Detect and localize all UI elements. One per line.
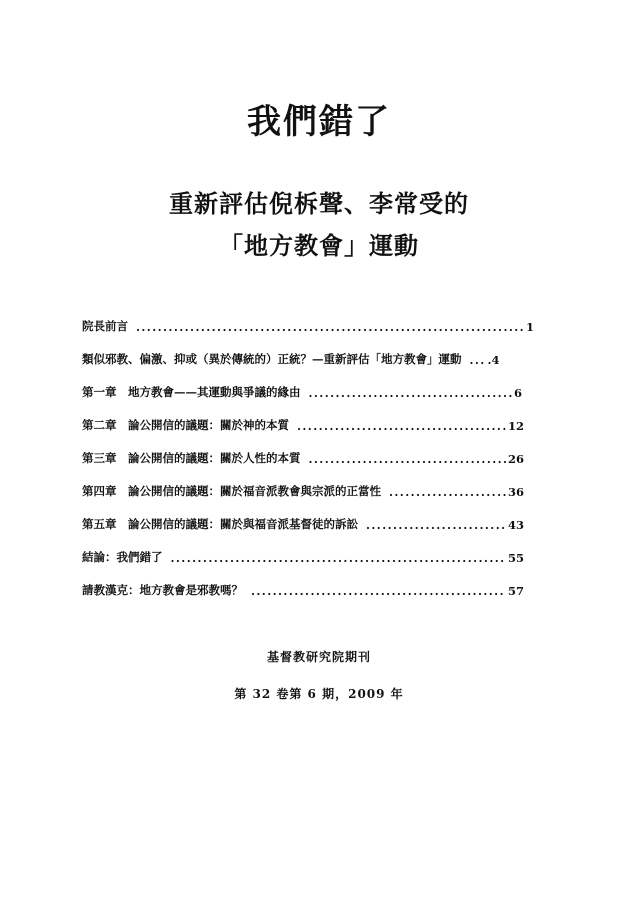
toc-leader-dots: [171, 551, 506, 565]
publication-name: 基督教研究院期刊: [266, 650, 371, 664]
toc-entry-ask-hank[interactable]: [82, 574, 524, 598]
toc-entry-chapter-1[interactable]: [82, 376, 522, 400]
issue-info: 第 32 卷第 6 期，2009 年: [234, 687, 404, 701]
subtitle-line-2: 「地方教會」運動: [219, 231, 419, 260]
toc-entry-page: 43: [507, 518, 524, 532]
toc-entry-label: 結論：我們錯了: [82, 550, 163, 564]
toc-leader-dots: [251, 584, 506, 598]
toc-entry-label: 第二章 論公開信的議題：關於神的本質: [82, 418, 289, 432]
toc-entry-introduction[interactable]: [82, 343, 562, 367]
toc-leader-dots: [309, 386, 512, 400]
toc-entry-page: .4: [487, 353, 500, 367]
toc-leader-dots: [136, 320, 524, 334]
toc-entry-preface[interactable]: [82, 310, 534, 334]
toc-entry-chapter-3[interactable]: [82, 442, 524, 466]
toc-leader-dots: [297, 419, 506, 433]
toc-entry-page: 55: [507, 551, 524, 565]
toc-entry-conclusion[interactable]: [82, 541, 524, 565]
toc-entry-label: 第四章 論公開信的議題：關於福音派教會與宗派的正當性: [82, 484, 381, 498]
toc-entry-page: 26: [507, 452, 524, 466]
toc-entry-page: 12: [507, 419, 524, 433]
toc-leader-dots: [366, 518, 506, 532]
toc-leader-dots: [389, 485, 506, 499]
toc-leader-dots: [309, 452, 506, 466]
subtitle-line-1: 重新評估倪柝聲、李常受的: [169, 189, 469, 218]
toc-entry-label: 第五章 論公開信的議題：關於與福音派基督徒的訴訟: [82, 517, 358, 531]
toc-entry-chapter-5[interactable]: [82, 508, 524, 532]
toc-entry-label: 請教漢克：地方教會是邪教嗎？: [82, 583, 243, 597]
document-title: 我們錯了: [247, 102, 391, 142]
toc-entry-page: 57: [507, 584, 524, 598]
toc-entry-label: 第一章 地方教會——其運動與爭議的緣由: [82, 385, 301, 399]
toc-entry-page: 1: [525, 320, 534, 334]
toc-leader-dots: [470, 353, 486, 367]
toc-entry-chapter-2[interactable]: [82, 409, 524, 433]
toc-entry-chapter-4[interactable]: [82, 475, 524, 499]
toc-entry-page: 6: [513, 386, 522, 400]
toc-entry-page: 36: [507, 485, 524, 499]
toc-entry-label: 類似邪教、偏激、抑或（異於傳統的）正統？—重新評估「地方教會」運動: [82, 352, 462, 366]
toc-entry-label: 第三章 論公開信的議題：關於人性的本質: [82, 451, 301, 465]
toc-entry-label: 院長前言: [82, 319, 128, 333]
